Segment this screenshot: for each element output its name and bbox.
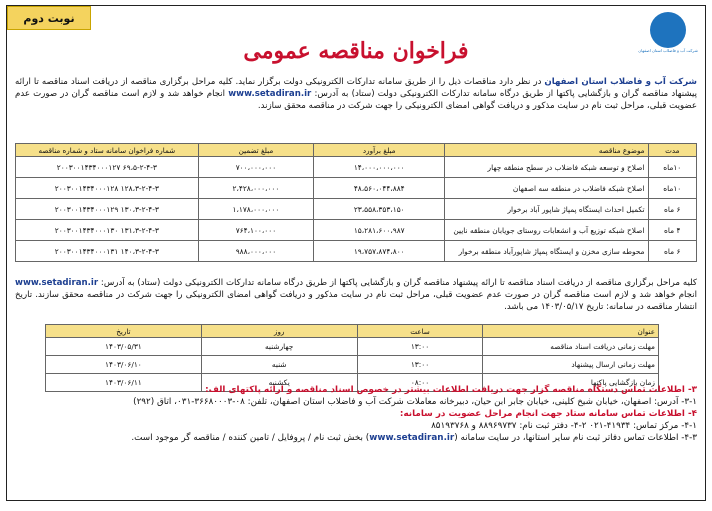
cell-hour: ۱۳:۰۰ — [357, 338, 483, 356]
cell-duration: ۶ ماه — [648, 199, 696, 220]
cell-number: ۱۳۱،۳-۲-۴-۳ ۲۰۰۳۰۰۱۴۳۴۰۰۰۱۳۰ — [16, 220, 199, 241]
cell-subject: اصلاح و توسعه شبکه فاضلاب در سطح منطقه چهار — [445, 157, 648, 178]
table-row — [46, 356, 659, 374]
cell-duration: ۴ ماه — [648, 220, 696, 241]
contact-heading-3: ۳- اطلاعات تماس دستگاه مناقصه گزار جهت دریافت اطلاعات بیشتر در خصوص اسناد مناقصه و ارائه پاکتهای الف: — [205, 385, 697, 395]
cell-number: ۶۹،۵-۲-۴-۳ ۲۰۰۳۰۰۱۴۳۴۰۰۰۱۲۷ — [16, 157, 199, 178]
table-row — [16, 220, 697, 241]
seta-link[interactable]: www.setadiran.ir — [228, 89, 312, 99]
tenders-header-row — [16, 144, 697, 157]
cell-title: مهلت زمانی ارسال پیشنهاد — [483, 356, 659, 374]
schedule-table — [45, 324, 659, 392]
cell-day: یکشنبه — [201, 374, 357, 392]
contact-address: ۳-۱- آدرس: اصفهان، خیابان شیخ کلینی، خیابان جابر ابن حیان، دبیرخانه معاملات شرکت آب و فاضلاب استان اصفهان، تلفن: ۰۸-۳۶۶۸۰۰۰۳-۰۳۱، اتاق (۲۹۲) — [133, 397, 697, 407]
header-deposit: مبلغ تضمین — [198, 144, 314, 157]
header-estimate: مبلغ برآورد — [314, 144, 445, 157]
seta-link[interactable]: www.setadiran.ir — [15, 278, 99, 288]
mid-text-1: کلیه مراحل برگزاری مناقصه از دریافت اسناد مناقصه تا ارائه پیشنهاد مناقصه گران و بازگشایی پاکتها از طریق درگاه سامانه تدارکات الکترونیکی دولت (ستاد) به آدرس: — [98, 278, 697, 288]
offices-text-2: ) بخش ثبت نام / پروفایل / تامین کننده / مناقصه گر موجود است. — [131, 433, 370, 443]
procedure-paragraph — [15, 277, 697, 313]
cell-duration: ۱۰ماه — [648, 157, 696, 178]
header-hour: ساعت — [357, 325, 483, 338]
header-date: تاریخ — [46, 325, 202, 338]
cell-subject: اصلاح شبکه فاضلاب در منطقه سه اصفهان — [445, 178, 648, 199]
table-row — [16, 178, 697, 199]
cell-deposit: ۷۰۰،۰۰۰،۰۰۰ — [198, 157, 314, 178]
logo-caption: شرکت آب و فاضلاب استان اصفهان — [638, 48, 698, 53]
contact-heading-4: ۴- اطلاعات تماس سامانه ستاد جهت انجام مراحل عضویت در سامانه: — [399, 409, 697, 419]
cell-number: ۱۴۰،۳-۲-۴-۳ ۲۰۰۳۰۰۱۴۳۴۰۰۰۱۳۱ — [16, 241, 199, 262]
cell-estimate: ۱۵،۲۸۱،۶۰۰،۹۸۷ — [314, 220, 445, 241]
cell-date: ۱۴۰۳/۰۶/۱۰ — [46, 356, 202, 374]
cell-duration: ۱۰ماه — [648, 178, 696, 199]
cell-number: ۱۲۸،۳-۲-۴-۳ ۲۰۰۳۰۰۱۴۳۴۰۰۰۱۲۸ — [16, 178, 199, 199]
cell-day: چهارشنبه — [201, 338, 357, 356]
cell-subject: تکمیل احداث ایستگاه پمپاژ شاپور آباد برخوار — [445, 199, 648, 220]
cell-estimate: ۴۸،۵۶۰،۰۴۴،۸۸۴ — [314, 178, 445, 199]
offices-text-1: ۴-۳- اطلاعات تماس دفاتر ثبت نام سایر استانها، در سایت سامانه ( — [454, 433, 697, 443]
cell-date: ۱۴۰۳/۰۶/۱۱ — [46, 374, 202, 392]
cell-estimate: ۱۹،۷۵۷،۸۷۴،۸۰۰ — [314, 241, 445, 262]
contact-phones: ۴-۱- مرکز تماس: ۴۱۹۳۴-۰۲۱ ۲-۴- دفتر ثبت نام: ۸۸۹۶۹۷۳۷ و ۸۵۱۹۳۷۶۸ — [431, 421, 697, 431]
header-number: شماره فراخوان سامانه ستاد و شماره مناقصه — [16, 144, 199, 157]
cell-day: شنبه — [201, 356, 357, 374]
cell-hour: ۱۳:۰۰ — [357, 356, 483, 374]
cell-hour: ۰۸:۰۰ — [357, 374, 483, 392]
cell-subject: محوطه سازی مخزن و ایستگاه پمپاژ شاپورآباد منطقه برخوار — [445, 241, 648, 262]
table-row — [16, 157, 697, 178]
tender-notice — [6, 5, 706, 501]
table-row — [16, 199, 697, 220]
cell-title: مهلت زمانی دریافت اسناد مناقصه — [483, 338, 659, 356]
cell-deposit: ۷۶۴،۱۰۰،۰۰۰ — [198, 220, 314, 241]
cell-deposit: ۱،۱۷۸،۰۰۰،۰۰۰ — [198, 199, 314, 220]
seta-link[interactable]: www.setadiran.ir — [369, 433, 455, 443]
intro-paragraph — [15, 76, 697, 112]
cell-estimate: ۲۳،۵۵۸،۳۵۳،۱۵۰ — [314, 199, 445, 220]
cell-title: زمان بازگشایی پاکتها — [483, 374, 659, 392]
company-name: شرکت آب و فاضلاب استان اصفهان — [544, 77, 697, 87]
cell-deposit: ۲،۴۲۸،۰۰۰،۰۰۰ — [198, 178, 314, 199]
schedule-header-row — [46, 325, 659, 338]
page-title: فراخوان مناقصه عمومی — [243, 38, 469, 64]
contact-section — [15, 384, 697, 444]
table-row — [46, 338, 659, 356]
cell-date: ۱۴۰۳/۰۵/۳۱ — [46, 338, 202, 356]
header-title: عنوان — [483, 325, 659, 338]
intro-text-1: در نظر دارد مناقصات ذیل را از طریق سامانه تدارکات الکترونیکی دولت برگزار نماید. کلیه مراحل برگزاری مناقصه از دریافت اسناد مناقصه تا ارائه پیشنهاد مناقصه گران و بازگشایی پاکتها از طریق درگاه سامانه تدارکات الکترونیکی دولت (ستاد) به آدرس: — [15, 77, 697, 99]
intro-text-2: انجام خواهد شد و لازم است مناقصه گران در صورت عدم عضویت قبلی، مراحل ثبت نام در سایت مذکور و دریافت گواهی امضای الکترونیکی را جهت شرکت در مناقصه محقق سازند. — [15, 89, 697, 111]
round-badge: نوبت دوم — [7, 6, 91, 30]
header-subject: موضوع مناقصه — [445, 144, 648, 157]
mid-text-2: انجام خواهد شد و لازم است مناقصه گران در صورت عدم عضویت قبلی، مراحل ثبت نام در سایت مذکور و دریافت گواهی امضای الکترونیکی را جهت شرکت در مناقصه محقق سازند. تاریخ انتشار مناقصه در سامانه: تاریخ ۱۴۰۳/۰۵/۱۷ می باشد. — [15, 290, 697, 312]
cell-number: ۱۳۰،۳-۲-۴-۳ ۲۰۰۳۰۰۱۴۳۴۰۰۰۱۲۹ — [16, 199, 199, 220]
cell-subject: اصلاح شبکه توزیع آب و انشعابات روستای جویابان منطقه نایین — [445, 220, 648, 241]
tenders-table — [15, 143, 697, 262]
cell-deposit: ۹۸۸،۰۰۰،۰۰۰ — [198, 241, 314, 262]
header-duration: مدت — [648, 144, 696, 157]
header-day: روز — [201, 325, 357, 338]
cell-estimate: ۱۴،۰۰۰،۰۰۰،۰۰۰ — [314, 157, 445, 178]
table-row — [16, 241, 697, 262]
cell-duration: ۶ ماه — [648, 241, 696, 262]
contact-offices — [15, 432, 697, 444]
